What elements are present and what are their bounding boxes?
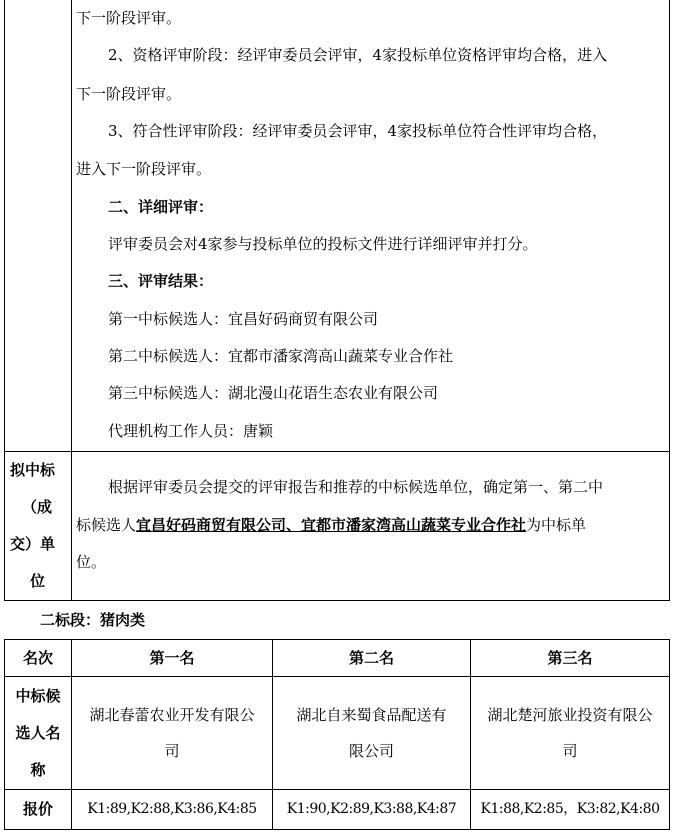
rank-table-header-separator: [4, 676, 670, 677]
first-candidate-line: 第一中标候选人：宜昌好码商贸有限公司: [108, 310, 379, 328]
winner-label-line-4: 位: [30, 572, 46, 590]
qualification-review-line-2: 下一阶段评审。: [76, 85, 182, 103]
detail-review-text: 评审委员会对4家参与投标单位的投标文件进行详细评审并打分。: [108, 235, 538, 253]
winner-text-line-3: 位。: [76, 553, 107, 571]
third-place-company-line-1: 湖北楚河旅业投资有限公: [487, 706, 653, 724]
winner-text-line-2: [76, 515, 586, 535]
winner-text-suffix: 为中标单: [526, 516, 587, 534]
review-continuation-line: 下一阶段评审。: [76, 9, 182, 27]
winning-companies: 宜昌好码商贸有限公司、宜都市潘家湾高山蔬菜专业合作社: [136, 516, 527, 534]
review-result-heading: 三、评审结果：: [108, 272, 214, 290]
conformity-review-line-1: 3、符合性评审阶段：经评审委员会评审，4家投标单位符合性评审均合格，: [108, 122, 608, 140]
winner-label-line-2: （成: [22, 498, 53, 516]
second-place-company-line-2: 限公司: [348, 742, 394, 760]
upper-table-row-separator: [4, 451, 670, 452]
second-candidate-line: 第二中标候选人：宜都市潘家湾高山蔬菜专业合作社: [108, 347, 454, 365]
candidate-label-line-1: 中标候: [15, 687, 61, 705]
header-first-place: 第一名: [149, 649, 195, 667]
qualification-review-line-1: 2、资格评审阶段：经评审委员会评审，4家投标单位资格评审均合格，进入: [108, 46, 608, 64]
first-place-company-line-1: 湖北春蕾农业开发有限公: [89, 706, 255, 724]
candidate-label-line-2: 选人名: [15, 724, 61, 742]
lot-two-heading: 二标段：猪肉类: [40, 611, 146, 629]
upper-table-left-border: [4, 0, 5, 601]
header-rank: 名次: [22, 649, 53, 667]
winner-text-line-1: 根据评审委员会提交的评审报告和推荐的中标候选单位，确定第一、第二中: [108, 478, 604, 496]
third-place-price: K1:88,K2:85，K3:82,K4:80: [480, 801, 660, 817]
agent-staff-line: 代理机构工作人员：唐颖: [108, 422, 274, 440]
third-place-company-line-2: 司: [562, 742, 578, 760]
winner-text-prefix: 标候选人: [76, 516, 137, 534]
rank-table-right-border: [669, 639, 670, 830]
second-place-price: K1:90,K2:89,K3:88,K4:87: [286, 801, 457, 817]
conformity-review-line-2: 进入下一阶段评审。: [76, 160, 212, 178]
header-second-place: 第二名: [348, 649, 394, 667]
winner-label-line-1: 拟中标: [10, 461, 56, 479]
upper-table-bottom-border: [4, 600, 670, 601]
detail-review-heading: 二、详细评审：: [108, 198, 214, 216]
first-place-price: K1:89,K2:88,K3:86,K4:85: [87, 801, 257, 817]
candidate-label-line-3: 称: [30, 761, 46, 779]
third-candidate-line: 第三中标候选人：湖北漫山花语生态农业有限公司: [108, 384, 439, 402]
first-place-company-line-2: 司: [164, 742, 180, 760]
header-third-place: 第三名: [547, 649, 593, 667]
price-label: 报价: [22, 800, 53, 818]
rank-table-top-border: [4, 639, 670, 640]
rank-table-candidate-separator: [4, 789, 670, 790]
upper-table-divider: [71, 0, 72, 601]
second-place-company-line-1: 湖北自来蜀食品配送有: [296, 706, 447, 724]
winner-label-line-3: 交）单: [10, 535, 56, 553]
upper-table-right-border: [669, 0, 670, 601]
rank-table-bottom-border: [4, 829, 670, 830]
